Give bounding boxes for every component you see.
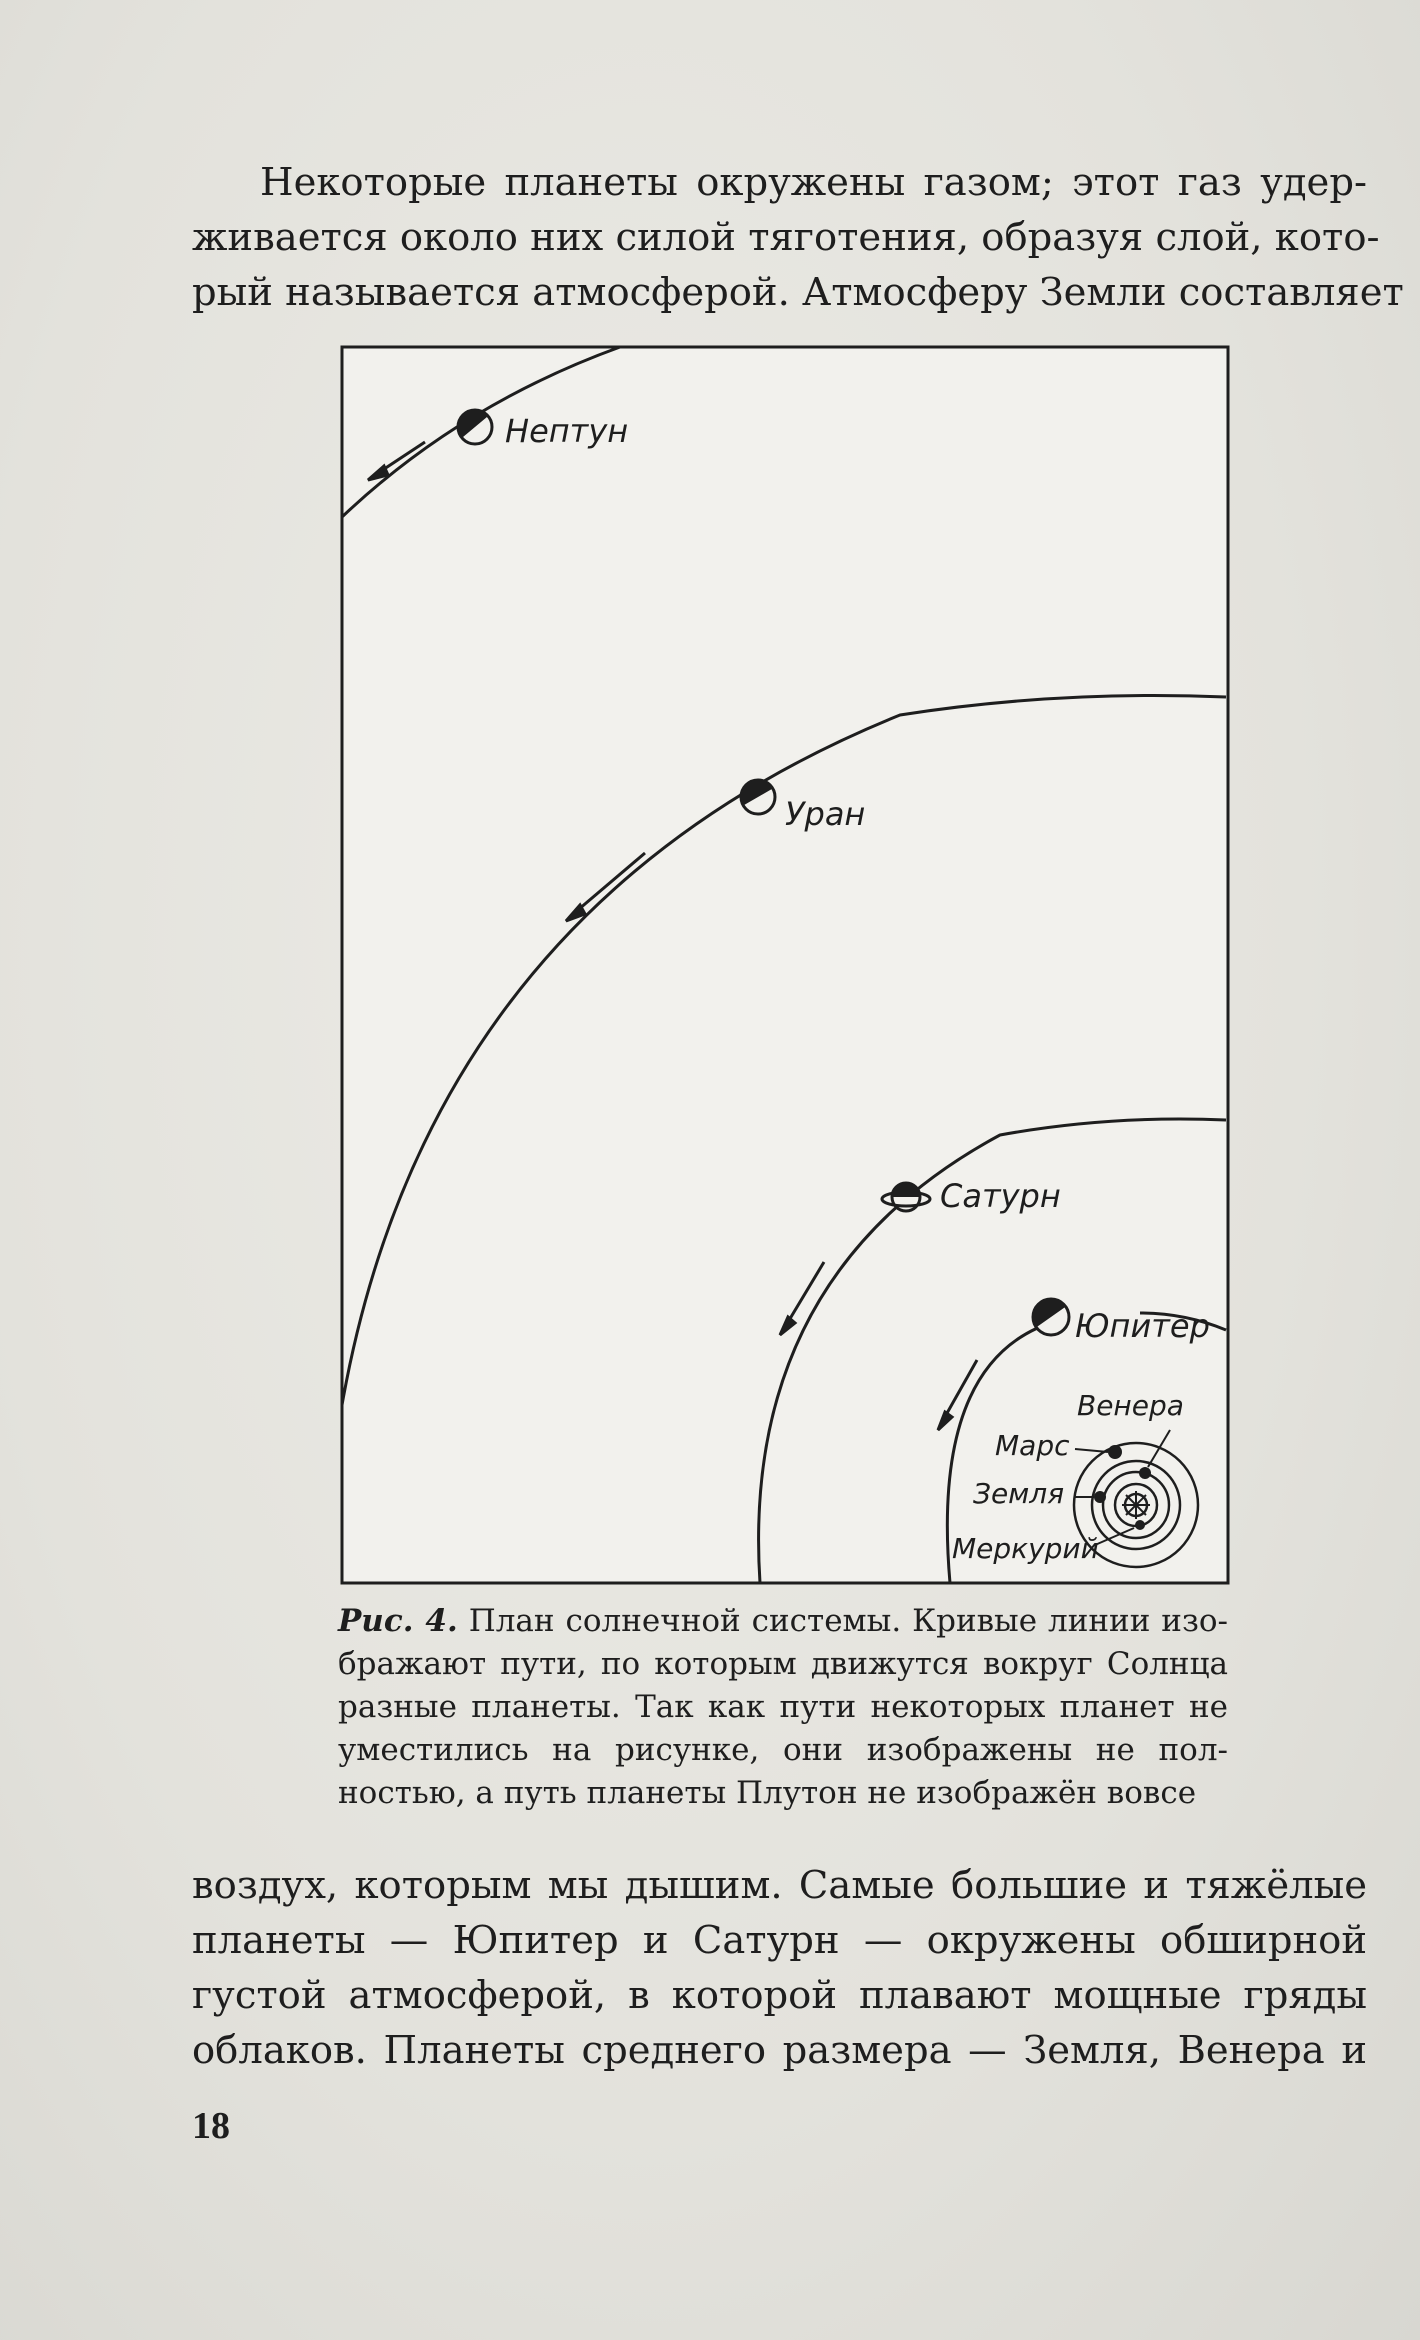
label-mars: Марс: [995, 1429, 1070, 1462]
text-line: живается около них силой тяготения, образуя слой, кото-: [192, 215, 1380, 260]
caption-line: разные планеты. Так как пути некоторых планет не: [338, 1689, 1228, 1725]
page-number: 18: [192, 2105, 230, 2147]
sun-rays: [1122, 1491, 1150, 1519]
label-jupiter: Юпитер: [1075, 1307, 1210, 1345]
planet-mercury: [1135, 1520, 1145, 1530]
caption-line: ностью, а путь планеты Плутон не изображён вовсе: [338, 1775, 1197, 1811]
caption-text: План солнечной системы. Кривые линии изо-: [457, 1603, 1228, 1639]
text-line: воздух, которым мы дышим. Самые большие и тяжёлые: [192, 1863, 1367, 1908]
caption-label: Рис. 4.: [338, 1603, 458, 1639]
solar-system-diagram: [340, 345, 1230, 1585]
label-earth: Земля: [973, 1477, 1065, 1510]
label-venus: Венера: [1077, 1389, 1184, 1422]
paragraph-bottom: [192, 1858, 1367, 2078]
text-line: рый называется атмосферой. Атмосферу Земли составляет: [192, 270, 1404, 315]
text-line: густой атмосферой, в которой плавают мощные гряды: [192, 1973, 1367, 2018]
paragraph-top: [192, 155, 1404, 320]
figure-caption: [338, 1600, 1228, 1815]
text-line: планеты — Юпитер и Сатурн — окружены обширной: [192, 1918, 1367, 1963]
solar-system-figure: [340, 345, 1230, 1585]
label-saturn: Сатурн: [940, 1177, 1061, 1215]
label-uranus: Уран: [785, 795, 866, 833]
label-mercury: Меркурий: [952, 1532, 1099, 1565]
caption-line: уместились на рисунке, они изображены не пол-: [338, 1732, 1228, 1768]
text-line: облаков. Планеты среднего размера — Земля, Венера и: [192, 2028, 1367, 2073]
caption-line: бражают пути, по которым движутся вокруг Солнца: [338, 1646, 1228, 1682]
label-neptune: Нептун: [505, 412, 629, 450]
planet-earth: [1094, 1491, 1106, 1503]
planet-venus: [1139, 1467, 1151, 1479]
planet-mars: [1108, 1445, 1122, 1459]
caption-line: [338, 1600, 1228, 1643]
text-line: Некоторые планеты окружены газом; этот газ удер-: [260, 160, 1367, 205]
